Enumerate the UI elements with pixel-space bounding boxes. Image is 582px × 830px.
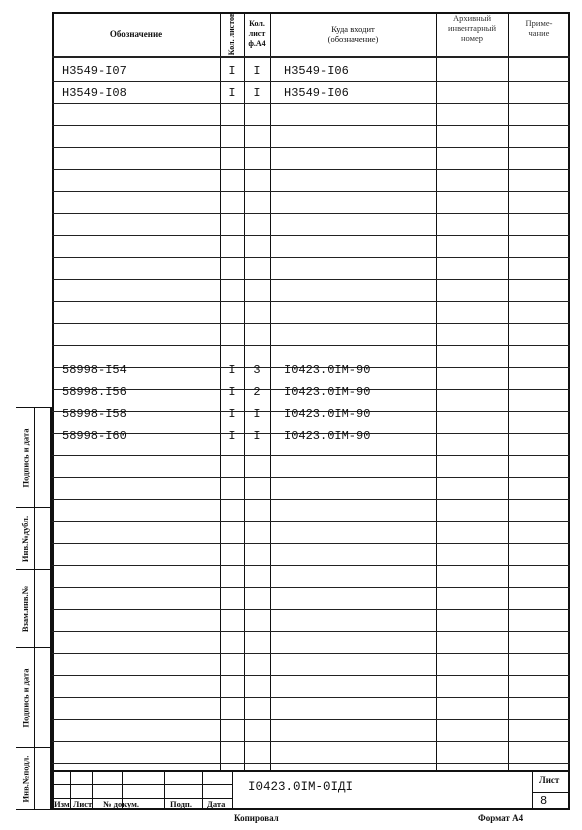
tb-doc-label: № докум.: [103, 799, 140, 809]
row-sheets-a4: I: [253, 428, 261, 443]
row-line: [52, 565, 570, 566]
header-where-used: [270, 12, 436, 56]
row-sheets: I: [228, 428, 236, 443]
side-divider: [34, 408, 35, 507]
row-line: [52, 763, 570, 764]
row-sheets: I: [228, 384, 236, 399]
side-inv-dup-cell: [16, 507, 52, 569]
header-archive-line2: инвентарный: [447, 23, 497, 33]
tb-row-line: [532, 792, 570, 793]
tb-list-label: Лист: [73, 799, 93, 809]
row-line: [52, 719, 570, 720]
row-designation: Н3549-I08: [62, 85, 127, 100]
side-sign-date-cell-2: [16, 647, 52, 747]
row-sheets-a4: 2: [253, 384, 261, 399]
sheet-number: 8: [540, 794, 548, 808]
header-where-used-line1: Куда входит: [331, 24, 375, 34]
header-note: [508, 8, 570, 48]
tb-divider: [70, 772, 71, 810]
tb-divider: [532, 772, 533, 810]
row-designation: 58998-I58: [62, 406, 127, 421]
header-sheets-a4: [244, 12, 270, 56]
row-line: [52, 191, 570, 192]
row-where-used: I0423.0IM-90: [284, 428, 371, 443]
row-line: [52, 323, 570, 324]
row-designation: 58998-I60: [62, 428, 127, 443]
side-inv-orig-cell: [16, 747, 52, 810]
side-divider: [34, 748, 35, 809]
row-sheets: I: [228, 406, 236, 421]
row-designation: 58998-I54: [62, 362, 127, 377]
row-line: [52, 279, 570, 280]
side-inv-orig-label: Инв.№подл.: [20, 755, 30, 802]
side-divider: [34, 508, 35, 569]
row-line: [52, 631, 570, 632]
row-line: [52, 653, 570, 654]
footer-format: Формат А4: [478, 813, 524, 823]
header-sheets-count: [220, 12, 244, 56]
row-sheets-a4: I: [253, 63, 261, 78]
row-where-used: Н3549-I06: [284, 85, 349, 100]
header-archive-line1: Архивный: [452, 13, 491, 23]
row-line: [52, 125, 570, 126]
header-where-used-line2: (обозначение): [327, 34, 379, 44]
row-sheets-a4: I: [253, 406, 261, 421]
row-line: [52, 345, 570, 346]
tb-divider: [164, 772, 165, 810]
tb-row-line: [52, 784, 232, 785]
row-line: [52, 697, 570, 698]
header-archive-line3: номер: [460, 33, 484, 43]
tb-divider: [232, 772, 233, 810]
row-line: [52, 147, 570, 148]
header-sheets-count-text: Кол. листов: [227, 12, 237, 56]
row-sheets-a4: I: [253, 85, 261, 100]
row-where-used: I0423.0IM-90: [284, 406, 371, 421]
side-divider: [34, 648, 35, 747]
row-line: [52, 169, 570, 170]
side-label-box: [16, 648, 34, 747]
row-line: [52, 521, 570, 522]
row-line: [52, 213, 570, 214]
row-line: [52, 235, 570, 236]
tb-sign-label: Подп.: [170, 799, 192, 809]
side-swap-inv-label: Взам.инв.№: [20, 585, 30, 632]
header-note-line1: Приме-: [525, 18, 553, 28]
row-sheets: I: [228, 362, 236, 377]
sheet-label: Лист: [539, 775, 560, 785]
side-label-box: [16, 570, 34, 647]
row-sheets-a4: 3: [253, 362, 261, 377]
row-line: [52, 257, 570, 258]
header-sheets-a4-text: Кол. лист ф.А4: [248, 19, 266, 48]
row-where-used: I0423.0IM-90: [284, 384, 371, 399]
side-sign-date-label: Подпись и дата: [20, 428, 30, 487]
row-designation: Н3549-I07: [62, 63, 127, 78]
row-line: [52, 499, 570, 500]
side-label-box: [16, 748, 34, 809]
header-underline: [52, 56, 570, 58]
tb-divider: [202, 772, 203, 810]
row-line: [52, 741, 570, 742]
footer-copied: Копировал: [234, 813, 279, 823]
header-designation: Обозначение: [109, 29, 163, 39]
side-divider: [34, 570, 35, 647]
row-line: [52, 587, 570, 588]
side-sign-date-cell: [16, 407, 52, 507]
row-line: [52, 609, 570, 610]
tb-izm-label: Изм: [54, 799, 70, 809]
row-line: [52, 81, 570, 82]
row-line: [52, 301, 570, 302]
side-label-box: [16, 508, 34, 569]
row-designation: 58998.I56: [62, 384, 127, 399]
row-line: [52, 543, 570, 544]
row-line: [52, 675, 570, 676]
side-stamp: [16, 407, 52, 810]
row-sheets: I: [228, 85, 236, 100]
side-inv-dup-label: Инв.№дубл.: [20, 515, 31, 562]
row-line: [52, 455, 570, 456]
header-note-line2: чание: [528, 28, 550, 38]
row-sheets: I: [228, 63, 236, 78]
document-code: I0423.0IM-0IДI: [248, 780, 354, 794]
header-archive: [436, 8, 508, 48]
row-where-used: Н3549-I06: [284, 63, 349, 78]
row-where-used: I0423.0IM-90: [284, 362, 371, 377]
tb-date-label: Дата: [207, 799, 226, 809]
side-label-box: [16, 408, 34, 507]
row-line: [52, 103, 570, 104]
side-sign-date-label-2: Подпись и дата: [20, 668, 30, 727]
side-swap-inv-cell: [16, 569, 52, 647]
row-line: [52, 477, 570, 478]
